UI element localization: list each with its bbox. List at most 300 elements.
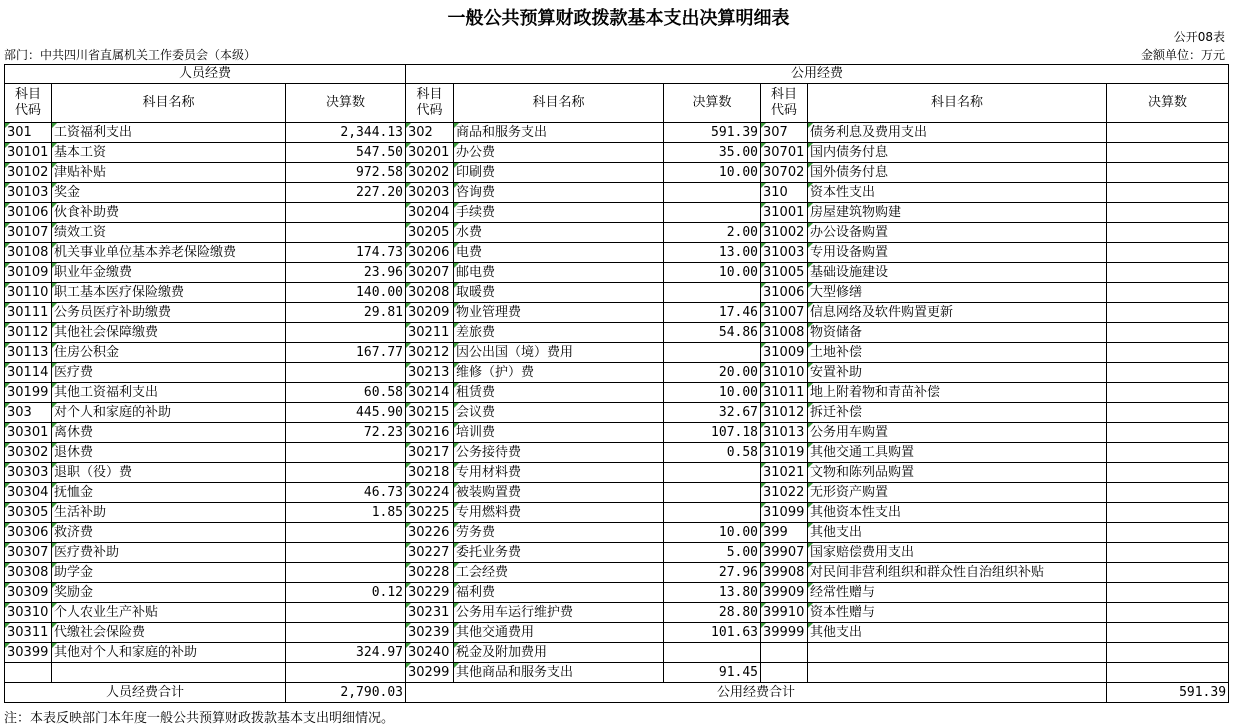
other-code-cell: 39908 (761, 563, 808, 583)
other-code-cell: 31006 (761, 283, 808, 303)
other-amount-cell (1107, 263, 1229, 283)
other-code-cell: 31012 (761, 403, 808, 423)
personnel-name-cell: 退休费 (52, 443, 286, 463)
other-name-cell: 债务利息及费用支出 (808, 123, 1107, 143)
other-name-cell: 基础设施建设 (808, 263, 1107, 283)
personnel-name-cell: 奖金 (52, 183, 286, 203)
goods-amount-cell (664, 463, 761, 483)
other-amount-cell (1107, 283, 1229, 303)
personnel-amount-cell: 0.12 (286, 583, 406, 603)
other-amount-cell (1107, 243, 1229, 263)
personnel-name-cell: 伙食补助费 (52, 203, 286, 223)
other-name-cell: 国家赔偿费用支出 (808, 543, 1107, 563)
code-header-text: 科目代码 (14, 87, 41, 118)
other-name-cell: 其他支出 (808, 623, 1107, 643)
goods-amount-cell (664, 643, 761, 663)
goods-name-cell: 租赁费 (454, 383, 664, 403)
goods-amount-cell: 28.80 (664, 603, 761, 623)
other-amount-cell (1107, 663, 1229, 683)
personnel-amount-cell: 60.58 (286, 383, 406, 403)
other-name-cell: 国外债务付息 (808, 163, 1107, 183)
personnel-code-cell: 30307 (5, 543, 52, 563)
table-row (5, 543, 1229, 563)
personnel-code-cell: 30305 (5, 503, 52, 523)
goods-name-cell: 公务接待费 (454, 443, 664, 463)
goods-code-cell: 30227 (406, 543, 454, 563)
goods-code-cell: 30205 (406, 223, 454, 243)
personnel-code-cell: 30302 (5, 443, 52, 463)
table-row (5, 383, 1229, 403)
table-row (5, 243, 1229, 263)
goods-amount-cell (664, 483, 761, 503)
table-row (5, 563, 1229, 583)
other-amount-cell (1107, 523, 1229, 543)
personnel-name-cell: 绩效工资 (52, 223, 286, 243)
personnel-amount-cell (286, 603, 406, 623)
personnel-name-cell: 职工基本医疗保险缴费 (52, 283, 286, 303)
other-code-cell: 30702 (761, 163, 808, 183)
personnel-amount-cell (286, 623, 406, 643)
other-amount-cell (1107, 623, 1229, 643)
other-code-cell: 31021 (761, 463, 808, 483)
table-row (5, 323, 1229, 343)
personnel-code-cell: 30301 (5, 423, 52, 443)
goods-code-cell: 30240 (406, 643, 454, 663)
other-name-cell: 信息网络及软件购置更新 (808, 303, 1107, 323)
goods-code-cell: 30218 (406, 463, 454, 483)
other-amount-cell (1107, 543, 1229, 563)
personnel-code-cell: 30108 (5, 243, 52, 263)
other-code-cell: 31007 (761, 303, 808, 323)
goods-name-cell: 印刷费 (454, 163, 664, 183)
personnel-amount-cell (286, 203, 406, 223)
personnel-name-cell: 其他工资福利支出 (52, 383, 286, 403)
personnel-amount-cell (286, 543, 406, 563)
other-name-cell: 大型修缮 (808, 283, 1107, 303)
other-code-cell: 30701 (761, 143, 808, 163)
goods-amount-cell: 10.00 (664, 383, 761, 403)
table-row (5, 663, 1229, 683)
goods-amount-cell (664, 343, 761, 363)
other-name-cell: 其他交通工具购置 (808, 443, 1107, 463)
personnel-name-cell: 职业年金缴费 (52, 263, 286, 283)
other-code-cell: 307 (761, 123, 808, 143)
goods-amount-cell: 35.00 (664, 143, 761, 163)
personnel-amount-cell (286, 323, 406, 343)
other-amount-cell (1107, 343, 1229, 363)
personnel-code-cell: 30101 (5, 143, 52, 163)
personnel-amount-cell (286, 663, 406, 683)
page-title: 一般公共预算财政拨款基本支出决算明细表 (447, 8, 790, 29)
table-row (5, 583, 1229, 603)
other-code-cell (761, 643, 808, 663)
goods-name-cell: 咨询费 (454, 183, 664, 203)
goods-name-cell: 取暖费 (454, 283, 664, 303)
expenditure-table (4, 64, 1229, 703)
goods-code-cell: 30228 (406, 563, 454, 583)
goods-code-cell: 30224 (406, 483, 454, 503)
goods-code-cell: 302 (406, 123, 454, 143)
personnel-code-cell: 30102 (5, 163, 52, 183)
personnel-amount-cell (286, 523, 406, 543)
personnel-amount-cell (286, 463, 406, 483)
goods-amount-cell: 10.00 (664, 163, 761, 183)
personnel-name-cell: 公务员医疗补助缴费 (52, 303, 286, 323)
goods-amount-cell (664, 203, 761, 223)
goods-name-cell: 委托业务费 (454, 543, 664, 563)
goods-amount-cell: 10.00 (664, 523, 761, 543)
other-code-cell: 31003 (761, 243, 808, 263)
goods-amount-cell: 13.00 (664, 243, 761, 263)
table-row (5, 483, 1229, 503)
other-amount-cell (1107, 503, 1229, 523)
goods-code-cell: 30201 (406, 143, 454, 163)
goods-code-cell: 30208 (406, 283, 454, 303)
goods-code-cell: 30203 (406, 183, 454, 203)
other-code-cell: 399 (761, 523, 808, 543)
personnel-amount-cell: 167.77 (286, 343, 406, 363)
goods-name-cell: 培训费 (454, 423, 664, 443)
goods-code-cell: 30215 (406, 403, 454, 423)
goods-amount-cell: 101.63 (664, 623, 761, 643)
goods-name-cell: 办公费 (454, 143, 664, 163)
personnel-name-cell: 医疗费补助 (52, 543, 286, 563)
other-code-cell (761, 663, 808, 683)
personnel-amount-cell: 227.20 (286, 183, 406, 203)
personnel-name-cell: 其他对个人和家庭的补助 (52, 643, 286, 663)
personnel-name-cell: 其他社会保障缴费 (52, 323, 286, 343)
table-row (5, 443, 1229, 463)
other-name-cell: 专用设备购置 (808, 243, 1107, 263)
table-row (5, 343, 1229, 363)
goods-name-cell: 其他交通费用 (454, 623, 664, 643)
table-row (5, 143, 1229, 163)
goods-name-cell: 其他商品和服务支出 (454, 663, 664, 683)
personnel-code-cell: 30304 (5, 483, 52, 503)
personnel-amount-cell: 972.58 (286, 163, 406, 183)
other-amount-cell (1107, 363, 1229, 383)
goods-name-cell: 差旅费 (454, 323, 664, 343)
other-code-cell: 39907 (761, 543, 808, 563)
table-row (5, 263, 1229, 283)
goods-amount-cell: 13.80 (664, 583, 761, 603)
goods-name-cell: 因公出国（境）费用 (454, 343, 664, 363)
goods-code-cell: 30229 (406, 583, 454, 603)
personnel-code-cell: 30308 (5, 563, 52, 583)
other-code-cell: 31011 (761, 383, 808, 403)
personnel-amount-cell: 174.73 (286, 243, 406, 263)
personnel-name-cell: 抚恤金 (52, 483, 286, 503)
goods-amount-cell (664, 183, 761, 203)
code-header-text: 科目代码 (771, 87, 798, 118)
goods-name-cell: 税金及附加费用 (454, 643, 664, 663)
other-amount-cell (1107, 183, 1229, 203)
table-row (5, 623, 1229, 643)
goods-name-cell: 会议费 (454, 403, 664, 423)
goods-amount-cell: 5.00 (664, 543, 761, 563)
table-row (5, 283, 1229, 303)
personnel-amount-cell (286, 443, 406, 463)
goods-amount-cell: 54.86 (664, 323, 761, 343)
personnel-code-cell: 30306 (5, 523, 52, 543)
personnel-code-cell: 30113 (5, 343, 52, 363)
amount-header: 决算数 (1107, 84, 1229, 123)
goods-code-cell: 30209 (406, 303, 454, 323)
personnel-amount-cell (286, 363, 406, 383)
other-name-cell: 公务用车购置 (808, 423, 1107, 443)
personnel-name-cell: 工资福利支出 (52, 123, 286, 143)
personnel-amount-cell: 1.85 (286, 503, 406, 523)
personnel-code-cell (5, 663, 52, 683)
other-name-cell: 办公设备购置 (808, 223, 1107, 243)
name-header: 科目名称 (52, 84, 286, 123)
other-name-cell: 经常性赠与 (808, 583, 1107, 603)
personnel-code-cell: 30112 (5, 323, 52, 343)
totals-row (5, 683, 1229, 703)
goods-code-cell: 30202 (406, 163, 454, 183)
other-name-cell: 地上附着物和青苗补偿 (808, 383, 1107, 403)
table-row (5, 163, 1229, 183)
personnel-name-cell: 奖励金 (52, 583, 286, 603)
goods-code-cell: 30231 (406, 603, 454, 623)
name-header: 科目名称 (808, 84, 1107, 123)
code-header (761, 84, 808, 123)
other-code-cell: 39999 (761, 623, 808, 643)
other-code-cell: 31022 (761, 483, 808, 503)
other-code-cell: 31010 (761, 363, 808, 383)
other-name-cell: 文物和陈列品购置 (808, 463, 1107, 483)
other-name-cell: 其他支出 (808, 523, 1107, 543)
goods-name-cell: 物业管理费 (454, 303, 664, 323)
other-name-cell: 其他资本性支出 (808, 503, 1107, 523)
other-code-cell: 31099 (761, 503, 808, 523)
other-amount-cell (1107, 443, 1229, 463)
other-code-cell: 310 (761, 183, 808, 203)
other-code-cell: 31001 (761, 203, 808, 223)
name-header: 科目名称 (454, 84, 664, 123)
goods-code-cell: 30212 (406, 343, 454, 363)
personnel-name-cell: 津贴补贴 (52, 163, 286, 183)
code-header (5, 84, 52, 123)
personnel-name-cell: 助学金 (52, 563, 286, 583)
personnel-header: 人员经费 (5, 65, 406, 84)
goods-name-cell: 福利费 (454, 583, 664, 603)
personnel-name-cell: 救济费 (52, 523, 286, 543)
goods-code-cell: 30226 (406, 523, 454, 543)
goods-amount-cell (664, 503, 761, 523)
other-amount-cell (1107, 403, 1229, 423)
other-amount-cell (1107, 583, 1229, 603)
goods-name-cell: 商品和服务支出 (454, 123, 664, 143)
table-row (5, 183, 1229, 203)
footnote: 注：本表反映部门本年度一般公共预算财政拨款基本支出明细情况。 (4, 711, 395, 726)
personnel-amount-cell: 23.96 (286, 263, 406, 283)
goods-amount-cell: 32.67 (664, 403, 761, 423)
other-code-cell: 31009 (761, 343, 808, 363)
amount-header: 决算数 (664, 84, 761, 123)
other-amount-cell (1107, 603, 1229, 623)
goods-code-cell: 30217 (406, 443, 454, 463)
goods-code-cell: 30213 (406, 363, 454, 383)
personnel-code-cell: 30107 (5, 223, 52, 243)
other-amount-cell (1107, 463, 1229, 483)
public-total-value: 591.39 (1107, 683, 1229, 703)
personnel-name-cell: 机关事业单位基本养老保险缴费 (52, 243, 286, 263)
goods-name-cell: 电费 (454, 243, 664, 263)
personnel-name-cell: 住房公积金 (52, 343, 286, 363)
amount-header: 决算数 (286, 84, 406, 123)
personnel-code-cell: 30114 (5, 363, 52, 383)
goods-amount-cell: 2.00 (664, 223, 761, 243)
other-name-cell: 安置补助 (808, 363, 1107, 383)
table-row (5, 423, 1229, 443)
form-code: 公开08表 (1173, 30, 1225, 44)
other-code-cell: 31005 (761, 263, 808, 283)
personnel-code-cell: 30106 (5, 203, 52, 223)
personnel-name-cell: 代缴社会保险费 (52, 623, 286, 643)
personnel-amount-cell: 2,344.13 (286, 123, 406, 143)
personnel-amount-cell (286, 223, 406, 243)
table-row (5, 643, 1229, 663)
personnel-code-cell: 30311 (5, 623, 52, 643)
table-row (5, 123, 1229, 143)
other-amount-cell (1107, 163, 1229, 183)
other-name-cell: 物资储备 (808, 323, 1107, 343)
table-row (5, 503, 1229, 523)
goods-name-cell: 手续费 (454, 203, 664, 223)
other-name-cell (808, 663, 1107, 683)
personnel-code-cell: 30109 (5, 263, 52, 283)
goods-code-cell: 30206 (406, 243, 454, 263)
public-header: 公用经费 (406, 65, 1229, 84)
table-row (5, 603, 1229, 623)
personnel-code-cell: 30103 (5, 183, 52, 203)
personnel-code-cell: 30310 (5, 603, 52, 623)
goods-amount-cell: 91.45 (664, 663, 761, 683)
other-amount-cell (1107, 423, 1229, 443)
goods-amount-cell: 10.00 (664, 263, 761, 283)
goods-name-cell: 专用材料费 (454, 463, 664, 483)
personnel-amount-cell: 72.23 (286, 423, 406, 443)
personnel-amount-cell: 46.73 (286, 483, 406, 503)
personnel-total-value: 2,790.03 (286, 683, 406, 703)
other-name-cell: 房屋建筑物购建 (808, 203, 1107, 223)
personnel-code-cell: 30309 (5, 583, 52, 603)
goods-code-cell: 30216 (406, 423, 454, 443)
goods-amount-cell: 0.58 (664, 443, 761, 463)
goods-name-cell: 公务用车运行维护费 (454, 603, 664, 623)
other-code-cell: 39909 (761, 583, 808, 603)
personnel-amount-cell: 547.50 (286, 143, 406, 163)
table-row (5, 363, 1229, 383)
goods-name-cell: 维修（护）费 (454, 363, 664, 383)
personnel-amount-cell: 140.00 (286, 283, 406, 303)
table-row (5, 203, 1229, 223)
table-row (5, 223, 1229, 243)
other-name-cell: 国内债务付息 (808, 143, 1107, 163)
other-code-cell: 39910 (761, 603, 808, 623)
goods-code-cell: 30207 (406, 263, 454, 283)
other-name-cell: 资本性支出 (808, 183, 1107, 203)
table-row (5, 523, 1229, 543)
goods-amount-cell: 27.96 (664, 563, 761, 583)
other-amount-cell (1107, 143, 1229, 163)
personnel-name-cell (52, 663, 286, 683)
personnel-amount-cell: 324.97 (286, 643, 406, 663)
other-amount-cell (1107, 483, 1229, 503)
goods-amount-cell: 17.46 (664, 303, 761, 323)
other-code-cell: 31019 (761, 443, 808, 463)
other-name-cell: 土地补偿 (808, 343, 1107, 363)
personnel-name-cell: 生活补助 (52, 503, 286, 523)
table-row (5, 463, 1229, 483)
personnel-amount-cell (286, 563, 406, 583)
goods-code-cell: 30214 (406, 383, 454, 403)
other-amount-cell (1107, 323, 1229, 343)
goods-name-cell: 水费 (454, 223, 664, 243)
goods-code-cell: 30211 (406, 323, 454, 343)
other-name-cell (808, 643, 1107, 663)
table-row (5, 403, 1229, 423)
personnel-name-cell: 对个人和家庭的补助 (52, 403, 286, 423)
personnel-name-cell: 个人农业生产补贴 (52, 603, 286, 623)
personnel-code-cell: 30111 (5, 303, 52, 323)
other-name-cell: 对民间非营利组织和群众性自治组织补贴 (808, 563, 1107, 583)
other-amount-cell (1107, 303, 1229, 323)
goods-code-cell: 30299 (406, 663, 454, 683)
public-total-label: 公用经费合计 (406, 683, 1107, 703)
goods-name-cell: 劳务费 (454, 523, 664, 543)
personnel-name-cell: 医疗费 (52, 363, 286, 383)
unit-label: 金额单位：万元 (1140, 48, 1225, 62)
department-label: 部门：中共四川省直属机关工作委员会（本级） (4, 48, 257, 62)
other-code-cell: 31013 (761, 423, 808, 443)
goods-code-cell: 30204 (406, 203, 454, 223)
code-header (406, 84, 454, 123)
goods-name-cell: 工会经费 (454, 563, 664, 583)
goods-name-cell: 邮电费 (454, 263, 664, 283)
goods-amount-cell: 107.18 (664, 423, 761, 443)
personnel-name-cell: 退职（役）费 (52, 463, 286, 483)
personnel-amount-cell: 29.81 (286, 303, 406, 323)
table-row (5, 303, 1229, 323)
goods-code-cell: 30225 (406, 503, 454, 523)
personnel-total-label: 人员经费合计 (5, 683, 286, 703)
other-name-cell: 资本性赠与 (808, 603, 1107, 623)
goods-amount-cell: 591.39 (664, 123, 761, 143)
other-amount-cell (1107, 203, 1229, 223)
other-code-cell: 31002 (761, 223, 808, 243)
personnel-amount-cell: 445.90 (286, 403, 406, 423)
personnel-code-cell: 30399 (5, 643, 52, 663)
other-code-cell: 31008 (761, 323, 808, 343)
other-amount-cell (1107, 383, 1229, 403)
goods-name-cell: 被装购置费 (454, 483, 664, 503)
code-header-text: 科目代码 (416, 87, 443, 118)
personnel-code-cell: 301 (5, 123, 52, 143)
personnel-name-cell: 基本工资 (52, 143, 286, 163)
personnel-code-cell: 30199 (5, 383, 52, 403)
goods-amount-cell (664, 283, 761, 303)
personnel-code-cell: 30303 (5, 463, 52, 483)
other-amount-cell (1107, 563, 1229, 583)
personnel-code-cell: 30110 (5, 283, 52, 303)
other-amount-cell (1107, 643, 1229, 663)
other-amount-cell (1107, 123, 1229, 143)
goods-amount-cell: 20.00 (664, 363, 761, 383)
personnel-name-cell: 离休费 (52, 423, 286, 443)
goods-name-cell: 专用燃料费 (454, 503, 664, 523)
